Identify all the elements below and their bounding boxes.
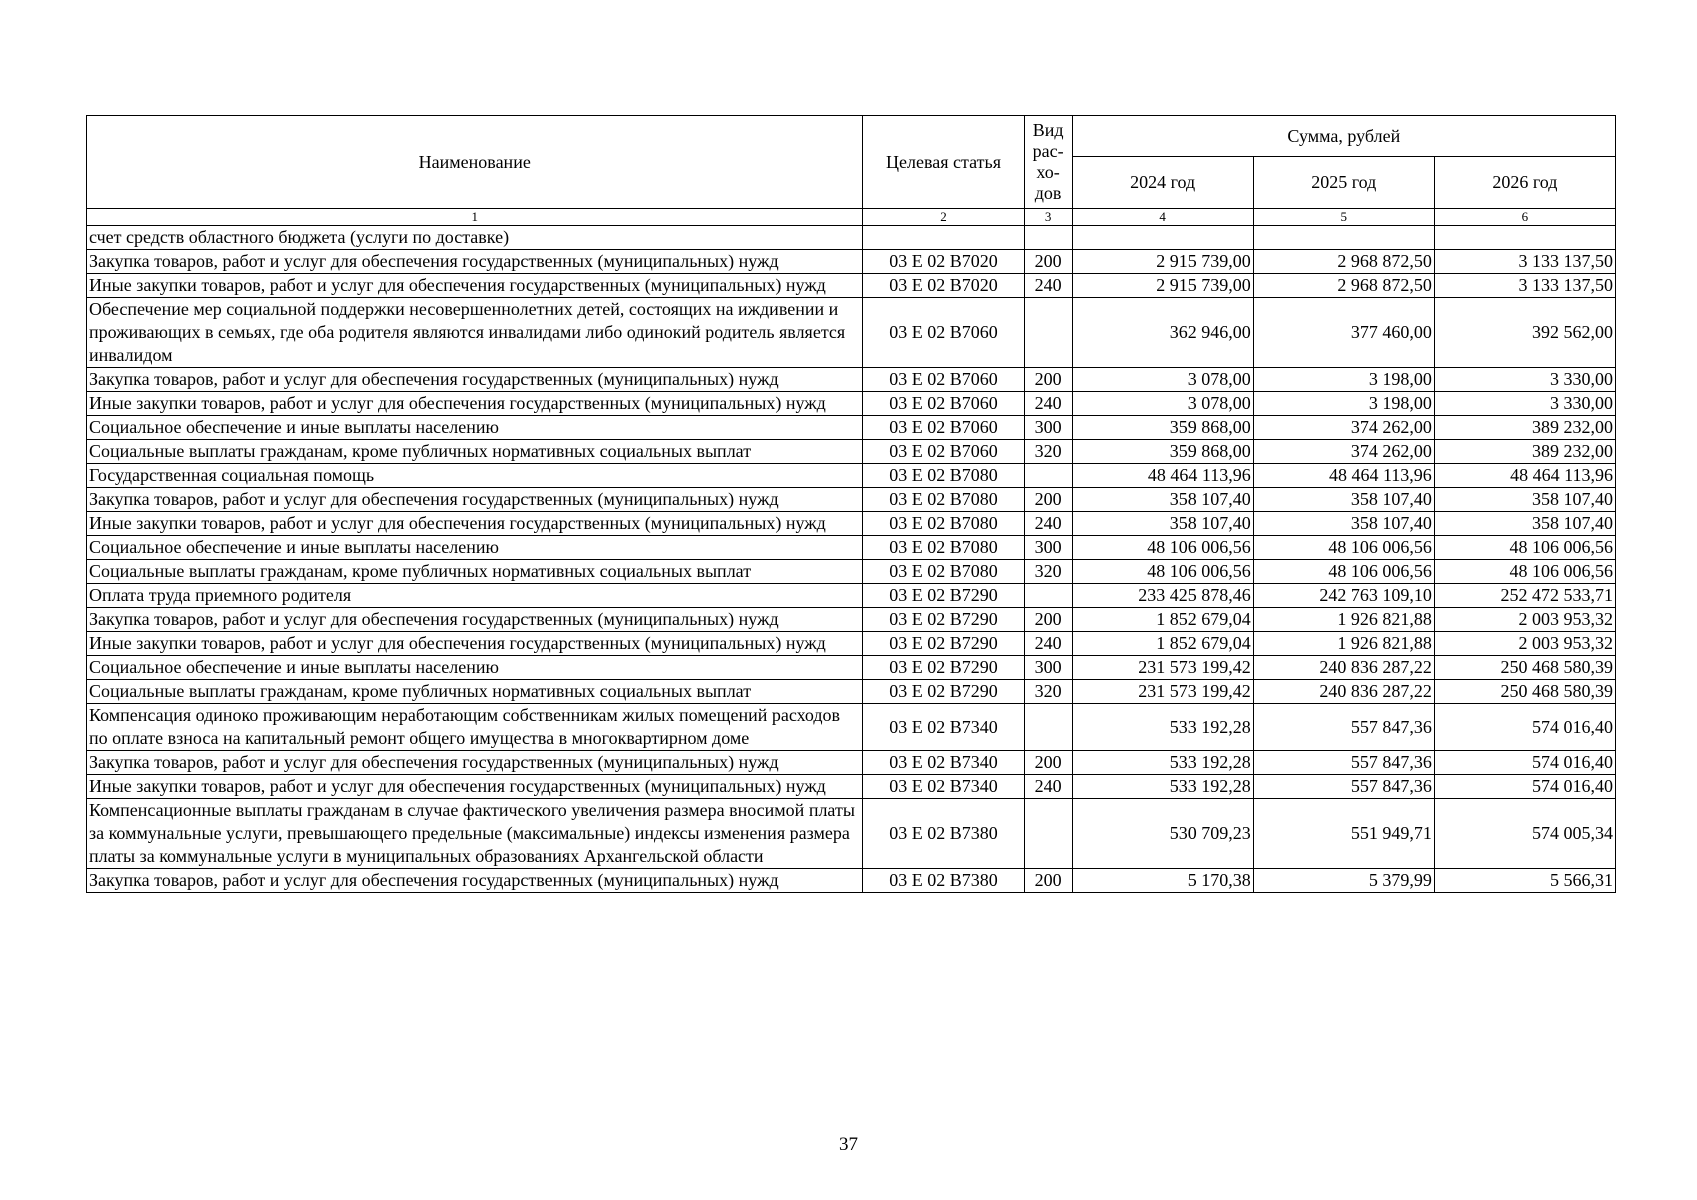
row-amount-2026 xyxy=(1434,226,1615,250)
row-amount-2025: 557 847,36 xyxy=(1253,751,1434,775)
row-amount-2024: 231 573 199,42 xyxy=(1072,656,1253,680)
table-row xyxy=(87,368,1616,392)
row-target-code: 03 Е 02 В7080 xyxy=(863,536,1024,560)
row-amount-2026: 250 468 580,39 xyxy=(1434,680,1615,704)
table-row xyxy=(87,869,1616,893)
row-target-code: 03 Е 02 В7080 xyxy=(863,464,1024,488)
column-number: 4 xyxy=(1072,209,1253,226)
row-amount-2026: 3 330,00 xyxy=(1434,392,1615,416)
row-amount-2025: 551 949,71 xyxy=(1253,799,1434,869)
row-amount-2024: 48 106 006,56 xyxy=(1072,536,1253,560)
table-row xyxy=(87,632,1616,656)
row-amount-2025: 557 847,36 xyxy=(1253,704,1434,751)
row-amount-2024: 533 192,28 xyxy=(1072,775,1253,799)
table-row xyxy=(87,440,1616,464)
row-expense-type xyxy=(1024,464,1072,488)
row-target-code: 03 Е 02 В7340 xyxy=(863,751,1024,775)
row-amount-2026: 392 562,00 xyxy=(1434,298,1615,368)
row-target-code: 03 Е 02 В7290 xyxy=(863,632,1024,656)
row-amount-2025 xyxy=(1253,226,1434,250)
row-amount-2024: 2 915 739,00 xyxy=(1072,250,1253,274)
row-name: Закупка товаров, работ и услуг для обеспечения государственных (муниципальных) нужд xyxy=(87,488,863,512)
table-row xyxy=(87,416,1616,440)
row-amount-2025: 48 464 113,96 xyxy=(1253,464,1434,488)
column-number: 3 xyxy=(1024,209,1072,226)
table-row xyxy=(87,392,1616,416)
row-amount-2025: 240 836 287,22 xyxy=(1253,656,1434,680)
row-name: Социальное обеспечение и иные выплаты населению xyxy=(87,536,863,560)
row-amount-2024: 231 573 199,42 xyxy=(1072,680,1253,704)
row-amount-2024: 233 425 878,46 xyxy=(1072,584,1253,608)
table-row xyxy=(87,584,1616,608)
table-row xyxy=(87,536,1616,560)
row-amount-2024: 533 192,28 xyxy=(1072,751,1253,775)
row-name: Государственная социальная помощь xyxy=(87,464,863,488)
row-expense-type xyxy=(1024,298,1072,368)
row-target-code: 03 Е 02 В7080 xyxy=(863,488,1024,512)
header-expense-type: Вид рас-хо-дов xyxy=(1024,116,1072,209)
row-name: Закупка товаров, работ и услуг для обеспечения государственных (муниципальных) нужд xyxy=(87,869,863,893)
row-amount-2025: 374 262,00 xyxy=(1253,440,1434,464)
row-expense-type: 300 xyxy=(1024,416,1072,440)
row-amount-2026: 574 016,40 xyxy=(1434,775,1615,799)
row-name: Иные закупки товаров, работ и услуг для обеспечения государственных (муниципальных) нужд xyxy=(87,274,863,298)
row-amount-2026: 574 016,40 xyxy=(1434,751,1615,775)
row-target-code: 03 Е 02 В7290 xyxy=(863,680,1024,704)
row-amount-2026: 389 232,00 xyxy=(1434,416,1615,440)
row-target-code: 03 Е 02 В7060 xyxy=(863,440,1024,464)
row-name: Закупка товаров, работ и услуг для обеспечения государственных (муниципальных) нужд xyxy=(87,250,863,274)
row-amount-2026: 574 005,34 xyxy=(1434,799,1615,869)
row-name: Социальные выплаты гражданам, кроме публичных нормативных социальных выплат xyxy=(87,440,863,464)
row-amount-2026: 5 566,31 xyxy=(1434,869,1615,893)
row-name: Закупка товаров, работ и услуг для обеспечения государственных (муниципальных) нужд xyxy=(87,751,863,775)
column-number: 5 xyxy=(1253,209,1434,226)
row-amount-2024: 533 192,28 xyxy=(1072,704,1253,751)
column-number: 2 xyxy=(863,209,1024,226)
row-expense-type xyxy=(1024,799,1072,869)
row-expense-type: 200 xyxy=(1024,869,1072,893)
row-amount-2026: 3 330,00 xyxy=(1434,368,1615,392)
table-row xyxy=(87,608,1616,632)
row-expense-type: 240 xyxy=(1024,632,1072,656)
row-name: Компенсация одиноко проживающим неработающим собственникам жилых помещений расходов по оплате взноса на капитальный ремонт общего имущества в многоквартирном доме xyxy=(87,704,863,751)
row-amount-2026: 252 472 533,71 xyxy=(1434,584,1615,608)
row-expense-type: 240 xyxy=(1024,392,1072,416)
row-target-code: 03 Е 02 В7060 xyxy=(863,392,1024,416)
row-name: Компенсационные выплаты гражданам в случае фактического увеличения размера вносимой платы за коммунальные услуги, превышающего предельные (максимальные) индексы изменения размера платы за коммунальные услуги в муниципальных образованиях Архангельской области xyxy=(87,799,863,869)
row-expense-type: 300 xyxy=(1024,536,1072,560)
row-name: Социальные выплаты гражданам, кроме публичных нормативных социальных выплат xyxy=(87,560,863,584)
table-row xyxy=(87,488,1616,512)
row-target-code: 03 Е 02 В7080 xyxy=(863,560,1024,584)
row-expense-type: 320 xyxy=(1024,680,1072,704)
page-number: 37 xyxy=(839,1134,858,1155)
row-expense-type: 200 xyxy=(1024,608,1072,632)
table-row xyxy=(87,274,1616,298)
row-target-code: 03 Е 02 В7290 xyxy=(863,584,1024,608)
row-target-code xyxy=(863,226,1024,250)
row-amount-2026: 3 133 137,50 xyxy=(1434,250,1615,274)
row-expense-type: 200 xyxy=(1024,368,1072,392)
row-amount-2025: 48 106 006,56 xyxy=(1253,536,1434,560)
table-row xyxy=(87,512,1616,536)
column-number: 1 xyxy=(87,209,863,226)
row-amount-2026: 389 232,00 xyxy=(1434,440,1615,464)
column-number: 6 xyxy=(1434,209,1615,226)
row-name: Социальные выплаты гражданам, кроме публичных нормативных социальных выплат xyxy=(87,680,863,704)
row-name: Иные закупки товаров, работ и услуг для обеспечения государственных (муниципальных) нужд xyxy=(87,392,863,416)
row-name: Иные закупки товаров, работ и услуг для обеспечения государственных (муниципальных) нужд xyxy=(87,512,863,536)
row-amount-2025: 5 379,99 xyxy=(1253,869,1434,893)
table-row xyxy=(87,250,1616,274)
row-expense-type: 240 xyxy=(1024,512,1072,536)
row-target-code: 03 Е 02 В7380 xyxy=(863,869,1024,893)
row-amount-2024: 3 078,00 xyxy=(1072,392,1253,416)
row-expense-type: 200 xyxy=(1024,488,1072,512)
row-amount-2025: 3 198,00 xyxy=(1253,392,1434,416)
header-year-2026: 2026 год xyxy=(1434,157,1615,209)
row-amount-2024: 3 078,00 xyxy=(1072,368,1253,392)
row-amount-2025: 48 106 006,56 xyxy=(1253,560,1434,584)
header-year-2024: 2024 год xyxy=(1072,157,1253,209)
row-target-code: 03 Е 02 В7340 xyxy=(863,704,1024,751)
row-name: Закупка товаров, работ и услуг для обеспечения государственных (муниципальных) нужд xyxy=(87,608,863,632)
row-name: Иные закупки товаров, работ и услуг для обеспечения государственных (муниципальных) нужд xyxy=(87,632,863,656)
row-amount-2024: 358 107,40 xyxy=(1072,512,1253,536)
row-amount-2024: 1 852 679,04 xyxy=(1072,608,1253,632)
column-number-row xyxy=(87,209,1616,226)
row-expense-type: 200 xyxy=(1024,250,1072,274)
row-name: Оплата труда приемного родителя xyxy=(87,584,863,608)
row-amount-2025: 557 847,36 xyxy=(1253,775,1434,799)
table-row xyxy=(87,751,1616,775)
row-amount-2025: 240 836 287,22 xyxy=(1253,680,1434,704)
row-target-code: 03 Е 02 В7340 xyxy=(863,775,1024,799)
table-row xyxy=(87,680,1616,704)
row-target-code: 03 Е 02 В7290 xyxy=(863,656,1024,680)
row-name: счет средств областного бюджета (услуги по доставке) xyxy=(87,226,863,250)
row-amount-2025: 374 262,00 xyxy=(1253,416,1434,440)
row-amount-2024: 358 107,40 xyxy=(1072,488,1253,512)
row-amount-2026: 2 003 953,32 xyxy=(1434,632,1615,656)
row-expense-type: 300 xyxy=(1024,656,1072,680)
row-name: Обеспечение мер социальной поддержки несовершеннолетних детей, состоящих на иждивении и проживающих в семьях, где оба родителя являются инвалидами либо одинокий родитель является инвалидом xyxy=(87,298,863,368)
row-amount-2024: 359 868,00 xyxy=(1072,416,1253,440)
row-expense-type: 240 xyxy=(1024,775,1072,799)
row-expense-type: 200 xyxy=(1024,751,1072,775)
row-expense-type: 320 xyxy=(1024,440,1072,464)
table-row xyxy=(87,656,1616,680)
table-row xyxy=(87,704,1616,751)
row-amount-2025: 358 107,40 xyxy=(1253,488,1434,512)
row-amount-2024: 1 852 679,04 xyxy=(1072,632,1253,656)
row-target-code: 03 Е 02 В7060 xyxy=(863,298,1024,368)
row-amount-2026: 574 016,40 xyxy=(1434,704,1615,751)
row-amount-2024: 359 868,00 xyxy=(1072,440,1253,464)
table-row xyxy=(87,799,1616,869)
row-amount-2024: 48 106 006,56 xyxy=(1072,560,1253,584)
header-code: Целевая статья xyxy=(863,116,1024,209)
row-name: Закупка товаров, работ и услуг для обеспечения государственных (муниципальных) нужд xyxy=(87,368,863,392)
row-amount-2025: 3 198,00 xyxy=(1253,368,1434,392)
table-body xyxy=(87,226,1616,893)
row-amount-2026: 48 464 113,96 xyxy=(1434,464,1615,488)
header-sum: Сумма, рублей xyxy=(1072,116,1615,157)
row-amount-2026: 358 107,40 xyxy=(1434,512,1615,536)
row-amount-2025: 1 926 821,88 xyxy=(1253,632,1434,656)
row-name: Иные закупки товаров, работ и услуг для обеспечения государственных (муниципальных) нужд xyxy=(87,775,863,799)
row-expense-type: 240 xyxy=(1024,274,1072,298)
row-target-code: 03 Е 02 В7080 xyxy=(863,512,1024,536)
row-amount-2024: 5 170,38 xyxy=(1072,869,1253,893)
row-amount-2025: 377 460,00 xyxy=(1253,298,1434,368)
row-expense-type xyxy=(1024,704,1072,751)
row-amount-2024 xyxy=(1072,226,1253,250)
row-amount-2024: 530 709,23 xyxy=(1072,799,1253,869)
row-amount-2025: 1 926 821,88 xyxy=(1253,608,1434,632)
row-amount-2026: 3 133 137,50 xyxy=(1434,274,1615,298)
row-amount-2026: 2 003 953,32 xyxy=(1434,608,1615,632)
row-expense-type xyxy=(1024,226,1072,250)
row-amount-2026: 48 106 006,56 xyxy=(1434,536,1615,560)
row-amount-2025: 358 107,40 xyxy=(1253,512,1434,536)
row-expense-type xyxy=(1024,584,1072,608)
row-name: Социальное обеспечение и иные выплаты населению xyxy=(87,416,863,440)
header-year-2025: 2025 год xyxy=(1253,157,1434,209)
row-target-code: 03 Е 02 В7060 xyxy=(863,368,1024,392)
table-row xyxy=(87,775,1616,799)
budget-table xyxy=(86,115,1616,893)
row-amount-2024: 362 946,00 xyxy=(1072,298,1253,368)
table-header xyxy=(87,116,1616,226)
row-target-code: 03 Е 02 В7060 xyxy=(863,416,1024,440)
row-amount-2024: 48 464 113,96 xyxy=(1072,464,1253,488)
row-expense-type: 320 xyxy=(1024,560,1072,584)
table-row xyxy=(87,226,1616,250)
table-row xyxy=(87,298,1616,368)
header-name: Наименование xyxy=(87,116,863,209)
table-row xyxy=(87,464,1616,488)
row-target-code: 03 Е 02 В7020 xyxy=(863,274,1024,298)
row-amount-2025: 242 763 109,10 xyxy=(1253,584,1434,608)
row-target-code: 03 Е 02 В7290 xyxy=(863,608,1024,632)
row-amount-2026: 358 107,40 xyxy=(1434,488,1615,512)
row-amount-2024: 2 915 739,00 xyxy=(1072,274,1253,298)
table-row xyxy=(87,560,1616,584)
row-name: Социальное обеспечение и иные выплаты населению xyxy=(87,656,863,680)
row-amount-2025: 2 968 872,50 xyxy=(1253,250,1434,274)
row-amount-2025: 2 968 872,50 xyxy=(1253,274,1434,298)
row-target-code: 03 Е 02 В7020 xyxy=(863,250,1024,274)
row-target-code: 03 Е 02 В7380 xyxy=(863,799,1024,869)
row-amount-2026: 48 106 006,56 xyxy=(1434,560,1615,584)
row-amount-2026: 250 468 580,39 xyxy=(1434,656,1615,680)
